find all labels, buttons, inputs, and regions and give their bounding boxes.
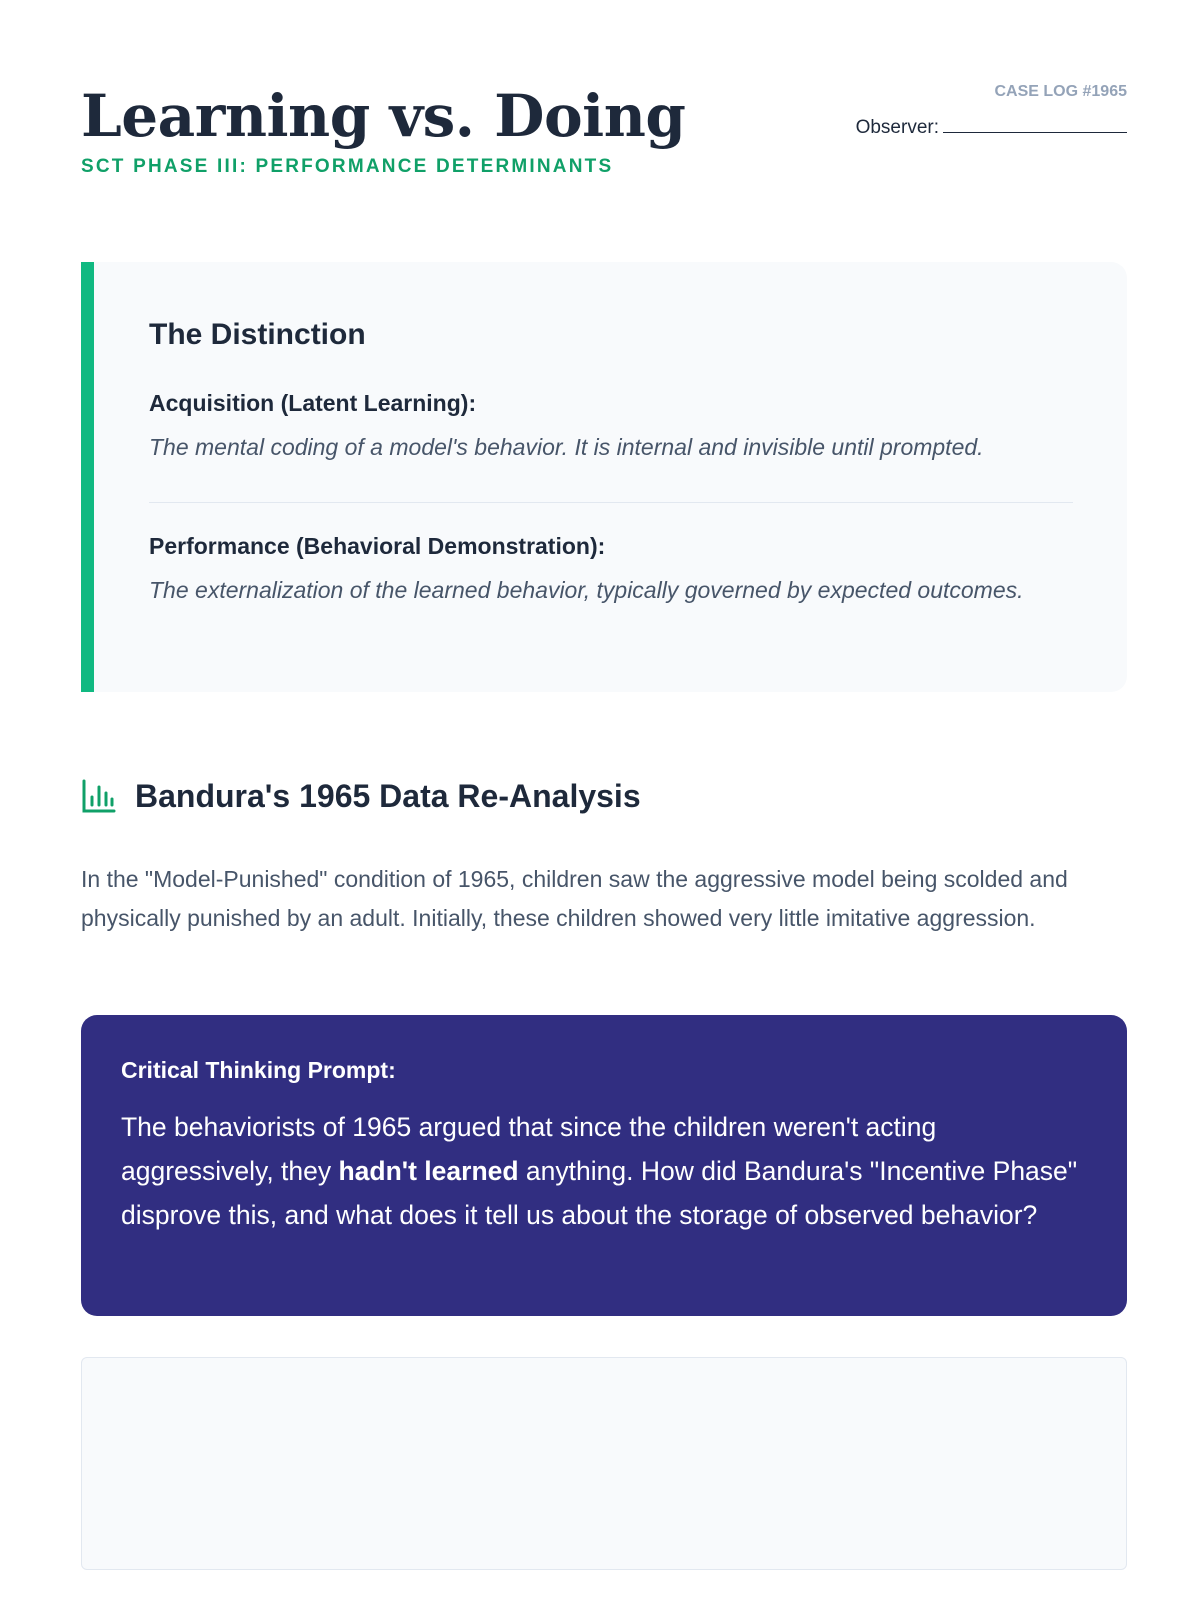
prompt-label: Critical Thinking Prompt: [121,1057,396,1083]
critical-thinking-prompt-card [81,1015,1127,1316]
bar-chart-icon [81,778,117,814]
observer-blank-line[interactable] [943,114,1127,133]
term-definition-performance: The externalization of the learned behavior, typically governed by expected outcomes. [149,577,1024,603]
prompt-text [121,1105,1087,1237]
distinction-card [81,262,1127,692]
analysis-paragraph: In the "Model-Punished" condition of 1965, children saw the aggressive model being scolded and physically punished by an adult. Initially, these children showed very little imitative aggression. [81,866,1068,931]
observer-field [856,114,1127,139]
term-definition-acquisition: The mental coding of a model's behavior. It is internal and invisible until prompted. [149,434,984,460]
observer-label: Observer: [855,117,939,138]
answer-box[interactable] [81,1357,1127,1570]
header [81,78,1127,188]
page-subtitle: SCT PHASE III: PERFORMANCE DETERMINANTS [81,156,614,177]
term-label-acquisition: Acquisition (Latent Learning): [149,390,477,416]
section-heading [81,776,1127,816]
accent-bar [81,262,94,692]
page-title: Learning vs. Doing [81,82,686,150]
distinction-title: The Distinction [149,318,366,351]
prompt-text-after: anything. How did Bandura's "Incentive Phase" disprove this, and what does it tell us about the storage of observed behavior? [121,1156,1078,1230]
prompt-text-emphasis: hadn't learned [338,1156,519,1186]
term-label-performance: Performance (Behavioral Demonstration): [149,533,606,559]
case-log-label: CASE LOG #1965 [994,83,1127,100]
prompt-text-before: The behaviorists of 1965 argued that since the children weren't acting aggressively, they [121,1112,937,1186]
term-divider [149,502,1073,503]
section-title: Bandura's 1965 Data Re-Analysis [135,778,641,814]
